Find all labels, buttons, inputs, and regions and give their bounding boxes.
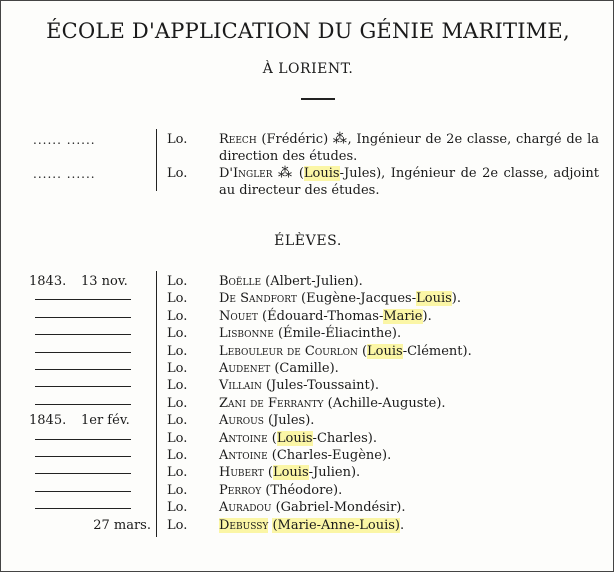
student-row xyxy=(1,377,614,395)
student-surname: Audenet xyxy=(219,361,271,376)
student-row xyxy=(1,412,614,430)
student-row xyxy=(1,360,614,378)
place-code: Lo. xyxy=(167,500,188,516)
ditto-dash xyxy=(35,317,131,318)
staff-role: , Ingénieur de 2e classe, adjoint au directeur des études. xyxy=(219,166,600,198)
place-code: Lo. xyxy=(167,308,188,324)
legion-honneur-icon: ⁂ xyxy=(332,131,348,147)
student-surname: Hubert xyxy=(219,465,264,481)
student-surname: Boëlle xyxy=(219,274,262,289)
ditto-dash xyxy=(35,352,131,353)
place-code: Lo. xyxy=(167,274,188,289)
admission-day: 1er fév. xyxy=(81,413,130,429)
location-subtitle: À LORIENT. xyxy=(262,61,354,77)
admission-day: 27 mars. xyxy=(93,517,151,533)
place-code: Lo. xyxy=(167,166,188,181)
place-code: Lo. xyxy=(167,430,188,446)
given-names: ( xyxy=(263,465,273,481)
student-name xyxy=(219,290,461,308)
place-code: Lo. xyxy=(167,132,188,147)
student-name xyxy=(219,360,339,378)
student-row xyxy=(1,290,614,308)
place-code: Lo. xyxy=(167,482,188,498)
place-code: Lo. xyxy=(167,395,188,411)
student-surname: Auradou xyxy=(219,500,272,516)
search-highlight: Marie xyxy=(383,308,423,324)
student-surname: Villain xyxy=(219,378,262,394)
page-title: ÉCOLE D'APPLICATION DU GÉNIE MARITIME, xyxy=(46,19,570,43)
student-row xyxy=(1,343,614,361)
student-name xyxy=(219,412,314,430)
staff-entry xyxy=(219,131,599,165)
given-names: (Jules-Toussaint). xyxy=(261,378,379,394)
given-names: (Édouard-Thomas- xyxy=(257,308,384,324)
staff-given-name: (Louis-Jules) xyxy=(298,166,382,181)
students-heading: ÉLÈVES. xyxy=(274,233,342,249)
place-code: Lo. xyxy=(167,413,188,429)
staff-entry xyxy=(219,165,599,199)
given-names: ( xyxy=(357,343,368,359)
search-highlight: Louis xyxy=(303,166,340,181)
student-surname: Lisbonne xyxy=(219,326,274,342)
ditto-dash xyxy=(35,456,131,457)
admission-year: 1845. xyxy=(29,413,67,429)
place-code: Lo. xyxy=(167,465,188,481)
given-names-end: -Julien). xyxy=(308,465,361,481)
student-row xyxy=(1,447,614,465)
given-names: (Camille). xyxy=(270,361,339,376)
student-row xyxy=(1,308,614,326)
place-code: Lo. xyxy=(167,326,188,342)
student-name xyxy=(219,325,401,343)
place-code: Lo. xyxy=(167,361,188,376)
place-code: Lo. xyxy=(167,343,188,359)
given-names-end: -Clément). xyxy=(402,343,472,359)
ditto-dash xyxy=(35,508,131,509)
student-surname: Perroy xyxy=(219,482,262,498)
staff-row xyxy=(1,131,614,164)
date-placeholder-dots: ...... ...... xyxy=(33,133,96,147)
search-highlight: (Marie-Anne-Louis) xyxy=(272,517,400,533)
search-highlight: Louis xyxy=(272,465,309,481)
ditto-dash xyxy=(35,473,131,474)
student-name xyxy=(219,308,432,326)
student-row xyxy=(1,430,614,448)
student-name xyxy=(219,482,342,500)
given-names: ( xyxy=(267,430,277,446)
given-names: (Albert-Julien). xyxy=(261,274,363,289)
student-name xyxy=(219,395,446,413)
place-code: Lo. xyxy=(167,291,188,307)
ditto-dash xyxy=(35,369,131,370)
place-code: Lo. xyxy=(167,378,188,394)
student-name xyxy=(219,499,406,517)
title-divider xyxy=(301,98,335,100)
given-names-end: -Charles). xyxy=(312,430,377,446)
place-code: Lo. xyxy=(167,517,188,533)
student-row xyxy=(1,325,614,343)
given-names: (Gabriel-Mondésir). xyxy=(271,500,406,516)
student-name xyxy=(219,377,379,395)
student-name xyxy=(219,447,391,465)
student-surname: Debussy xyxy=(219,517,269,533)
given-names-end: ). xyxy=(451,291,461,307)
admission-day: 13 nov. xyxy=(81,274,128,289)
student-row xyxy=(1,499,614,517)
student-surname: De Sandfort xyxy=(219,291,297,307)
ditto-dash xyxy=(35,334,131,335)
given-names: (Émile-Éliacinthe). xyxy=(273,326,402,342)
student-name xyxy=(219,273,363,291)
legion-honneur-icon: ⁂ xyxy=(278,165,294,181)
student-name xyxy=(219,517,404,535)
student-surname: Zani de Ferranty xyxy=(219,395,324,411)
ditto-dash xyxy=(35,299,131,300)
admission-year: 1843. xyxy=(29,274,67,289)
search-highlight: Louis xyxy=(276,430,313,446)
place-code: Lo. xyxy=(167,448,188,463)
ditto-dash xyxy=(35,386,131,387)
staff-given-name: (Frédéric) xyxy=(261,132,329,147)
given-names: (Eugène-Jacques- xyxy=(296,291,417,307)
student-name xyxy=(219,343,472,361)
student-row xyxy=(1,273,614,291)
given-names: (Achille-Auguste). xyxy=(323,395,446,411)
given-names: (Jules). xyxy=(263,413,315,429)
ditto-dash xyxy=(35,404,131,405)
search-highlight: Louis xyxy=(367,343,403,359)
student-surname: Lebouleur de Courlon xyxy=(219,343,358,359)
given-names: (Théodore). xyxy=(261,482,343,498)
ditto-dash xyxy=(35,491,131,492)
student-surname: Aurous xyxy=(219,413,264,429)
staff-role: , Ingénieur de 2e classe, chargé de la direction des études. xyxy=(219,132,599,164)
student-surname: Antoine xyxy=(219,448,268,463)
student-row xyxy=(1,517,614,535)
student-surname: Antoine xyxy=(219,430,268,446)
search-highlight: Louis xyxy=(416,291,452,307)
student-name xyxy=(219,464,360,482)
given-names-end: ). xyxy=(422,308,432,324)
staff-surname: Reech xyxy=(219,132,257,147)
given-names: (Charles-Eugène). xyxy=(267,448,392,463)
student-row xyxy=(1,464,614,482)
given-names-end: . xyxy=(400,517,405,533)
staff-surname: D'Ingler xyxy=(219,166,273,181)
student-row xyxy=(1,395,614,413)
staff-row xyxy=(1,165,614,198)
ditto-dash xyxy=(35,439,131,440)
student-name xyxy=(219,430,377,448)
student-row xyxy=(1,482,614,500)
student-surname: Nouet xyxy=(219,308,258,324)
date-placeholder-dots: ...... ...... xyxy=(33,167,96,181)
